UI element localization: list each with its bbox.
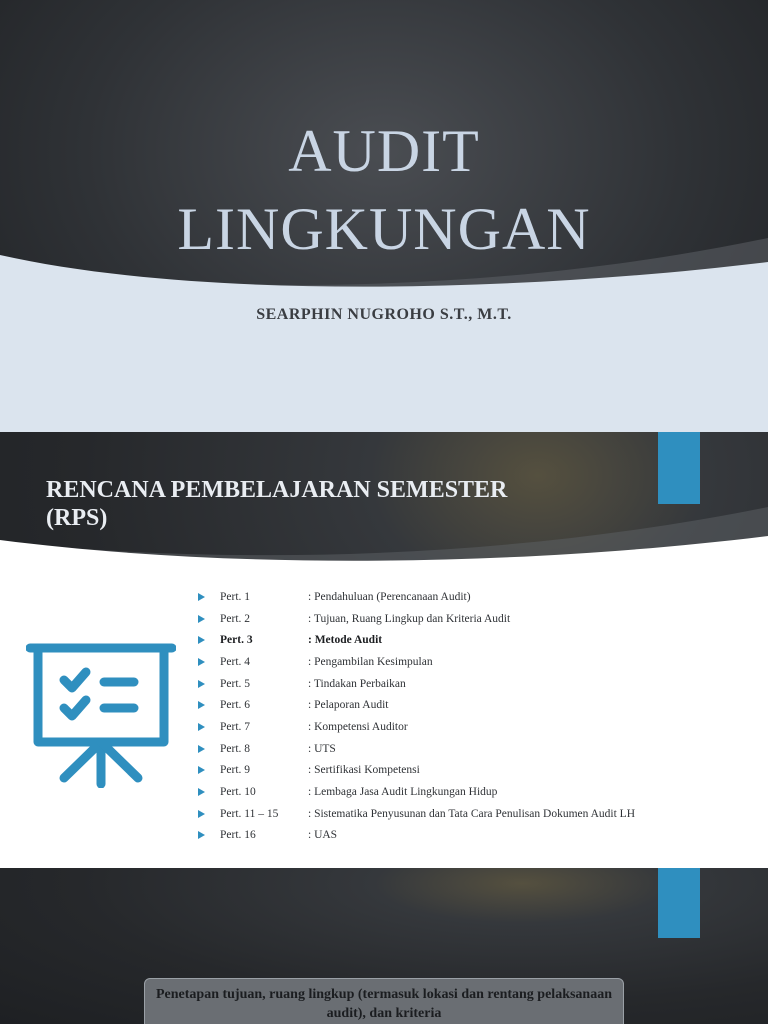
bullet-arrow-icon (198, 658, 205, 666)
list-item (198, 694, 758, 716)
bullet-arrow-icon (198, 810, 205, 818)
bullet-arrow-icon (198, 723, 205, 731)
slide-subtitle: SEARPHIN NUGROHO S.T., M.T. (256, 306, 512, 323)
meeting-label: Pert. 1 (220, 590, 251, 603)
accent-bar (658, 868, 700, 938)
meeting-label: Pert. 4 (220, 655, 251, 668)
title-line-1: AUDIT (288, 118, 480, 184)
meeting-label: Pert. 11 – 15 (220, 807, 279, 820)
meeting-topic: : Kompetensi Auditor (308, 720, 408, 733)
list-item (198, 738, 758, 760)
meeting-label: Pert. 7 (220, 720, 251, 733)
meeting-topic: : UAS (308, 829, 338, 842)
list-item (198, 716, 758, 738)
meeting-topic: : UTS (308, 742, 336, 755)
bullet-arrow-icon (198, 701, 205, 709)
list-item (198, 608, 758, 630)
meeting-topic: : Lembaga Jasa Audit Lingkungan Hidup (308, 786, 498, 799)
list-item (198, 781, 758, 803)
bullet-arrow-icon (198, 766, 205, 774)
meeting-topic: : Sistematika Penyusunan dan Tata Cara Penulisan Dokumen Audit LH (308, 807, 636, 820)
content-slide (0, 868, 768, 1024)
meeting-label: Pert. 2 (220, 612, 251, 625)
meeting-label: Pert. 10 (220, 786, 256, 799)
bullet-arrow-icon (198, 745, 205, 753)
title-line-2: LINGKUNGAN (177, 196, 591, 262)
meeting-topic: : Metode Audit (308, 634, 383, 647)
meeting-topic: : Pendahuluan (Perencanaan Audit) (308, 590, 471, 603)
list-item (198, 760, 758, 782)
meeting-topic: : Tujuan, Ruang Lingkup dan Kriteria Audit (308, 612, 511, 625)
bullet-arrow-icon (198, 593, 205, 601)
meeting-label: Pert. 16 (220, 829, 256, 842)
heading-line-1: RENCANA PEMBELAJARAN SEMESTER (46, 477, 508, 503)
presentation-board-checklist-icon (26, 638, 176, 788)
bullet-arrow-icon (198, 831, 205, 839)
list-item (198, 825, 758, 847)
meeting-label: Pert. 9 (220, 764, 251, 777)
meeting-topic: : Tindakan Perbaikan (308, 677, 406, 690)
list-item (198, 629, 758, 651)
text-box: Penetapan tujuan, ruang lingkup (termasuk lokasi dan rentang pelaksanaan audit), dan kriteria (144, 978, 624, 1024)
list-item (198, 803, 758, 825)
meeting-label: Pert. 8 (220, 742, 251, 755)
heading-line-2: (RPS) (46, 505, 108, 531)
rps-schedule-list (198, 586, 758, 846)
meeting-label: Pert. 3 (220, 634, 253, 647)
bullet-arrow-icon (198, 615, 205, 623)
list-item (198, 586, 758, 608)
title-slide (0, 0, 768, 432)
meeting-label: Pert. 5 (220, 677, 251, 690)
bullet-arrow-icon (198, 788, 205, 796)
accent-bar (658, 432, 700, 504)
list-item (198, 673, 758, 695)
bullet-arrow-icon (198, 680, 205, 688)
rps-slide (0, 432, 768, 868)
meeting-topic: : Pelaporan Audit (308, 699, 389, 712)
slide-title (0, 112, 768, 268)
meeting-topic: : Pengambilan Kesimpulan (308, 655, 433, 668)
list-item (198, 651, 758, 673)
bullet-arrow-icon (198, 636, 205, 644)
meeting-topic: : Sertifikasi Kompetensi (308, 764, 420, 777)
meeting-label: Pert. 6 (220, 699, 251, 712)
slide-heading (46, 476, 606, 532)
